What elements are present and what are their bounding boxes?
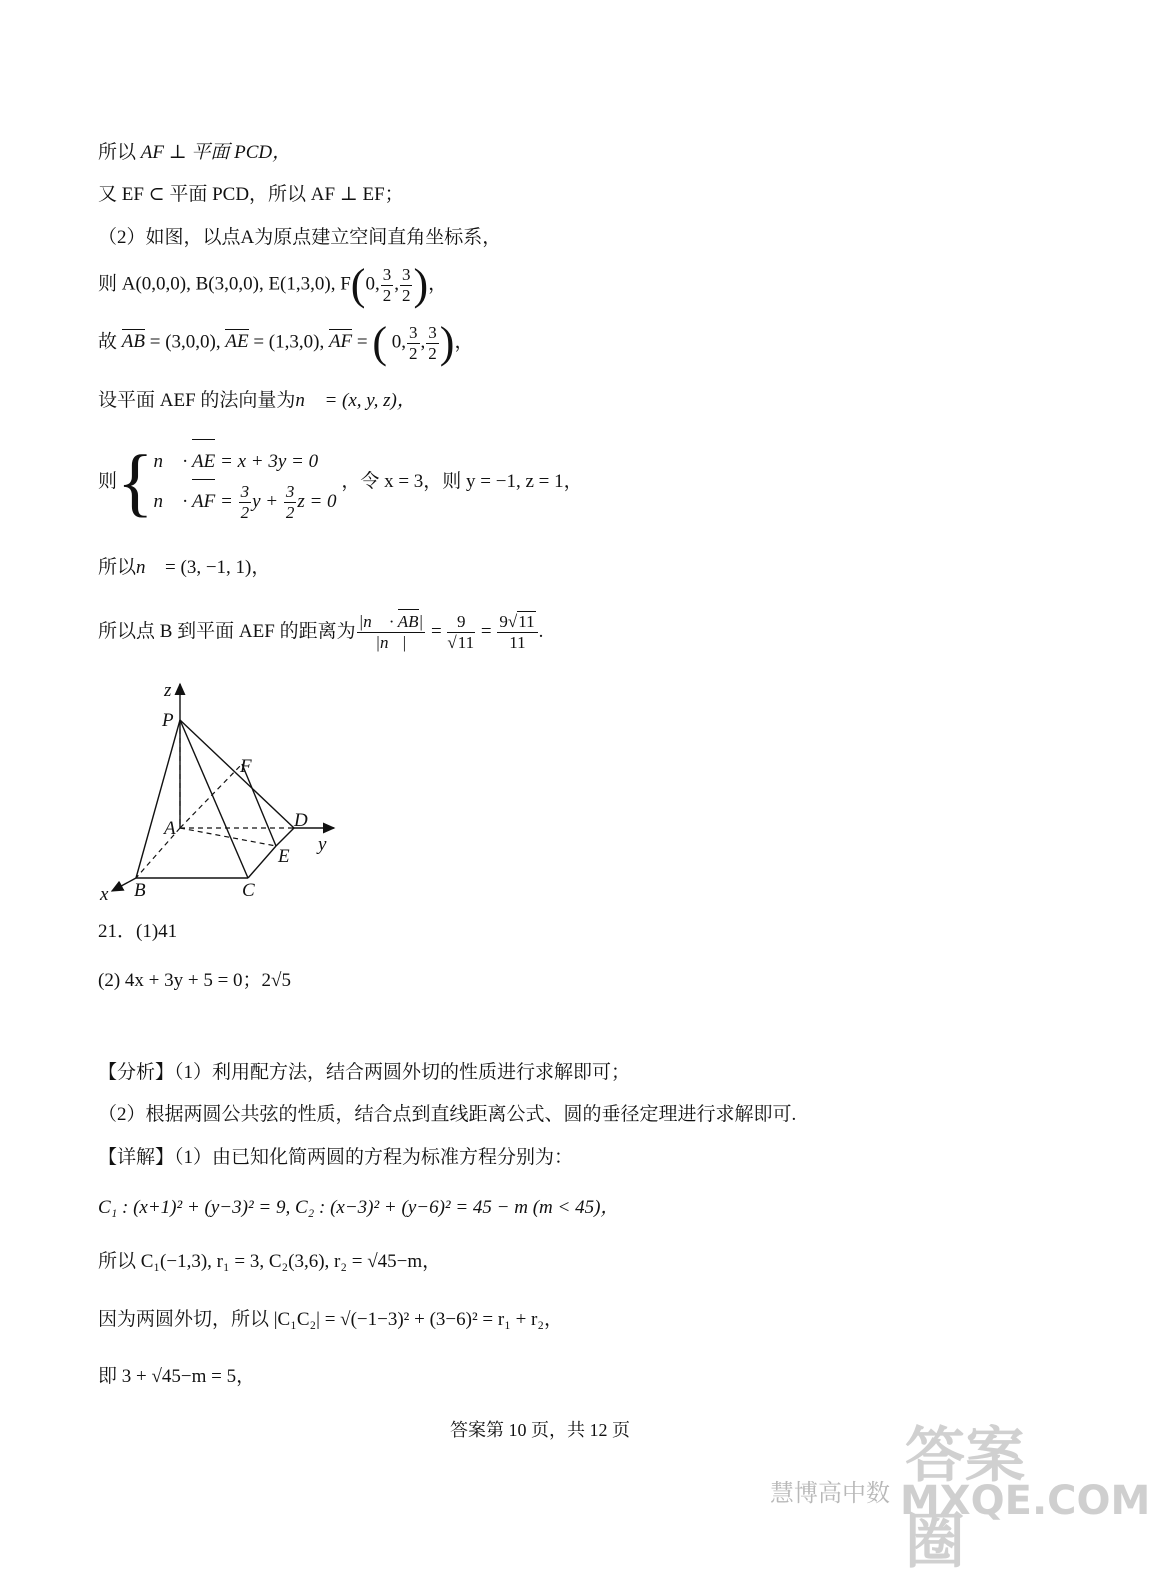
label-x: x [100,884,109,905]
watermark-logo: 答案圈 [905,1421,1025,1577]
analysis-1: 【分析】（1）利用配方法，结合两圆外切的性质进行求解即可； [98,1062,631,1083]
label-y: y [318,834,327,855]
paren-close: ) [439,318,455,367]
equations [154,442,337,523]
vector-AE: AE [225,331,249,353]
distance-line: 所以点 B 到平面 AEF 的距离为 $\frac{|n⃗ \cdot AB|}{|n⃗|}$ = $\frac{9}{√11}$ = $\frac{9√11}{11}$ . [98,612,544,652]
analysis-2: （2）根据两圆公共弦的性质，结合点到直线距离公式、圆的垂径定理进行求解即可. [98,1104,797,1125]
vector-AB: AB [121,331,145,353]
vector-n: n⃗ [136,557,161,578]
label-z: z [164,680,172,701]
detail-4: 因为两圆外切，所以 |C₁C₂| = √(−1−3)² + (3−6)² = r₁ + r₂， [98,1309,563,1330]
text-segment: ，令 x = 3，则 y = −1, z = 1， [341,470,583,492]
label-D: D [294,810,308,831]
page-footer: 答案第 10 页，共 12 页 [450,1420,630,1440]
vectors-line: 故 AB = (3,0,0), AE = (1,3,0), AF = ( 0, $\frac{3}{2}$ , $\frac{3}{2}$ )， [98,318,474,367]
text-segment: 所以点 B 到平面 AEF 的距离为 [98,620,356,642]
text-segment: 故 [98,331,118,353]
paren-open: ( [372,318,388,367]
equation-system [98,442,583,523]
watermark-url: MXQE.COM [900,1478,1150,1524]
coordinates-line: 则 A(0,0,0), B(3,0,0), E(1,3,0), F(0, $\frac{3}{2}$ , $\frac{3}{2}$ )， [98,260,448,309]
fraction: $\frac{9√11}{11}$ [497,612,537,653]
text-segment: = (3, −1, 1)， [165,557,271,578]
equation-1: n⃗ · AE = x + 3y = 0 [154,442,337,482]
text-line: （2）如图，以点A为原点建立空间直角坐标系， [98,227,502,248]
text-segment: = (x, y, z)， [324,390,416,411]
vector-AF: AF [328,331,353,353]
text-line: 又 EF ⊂ 平面 PCD，所以 AF ⊥ EF； [98,184,404,205]
fraction: $\frac{3}{2}$ [382,264,392,305]
label-E: E [278,846,290,867]
pyramid-diagram [98,676,358,905]
label-A: A [164,818,176,839]
label-F: F [240,756,252,777]
text-line [98,143,291,162]
text-line [98,558,270,577]
label-B: B [134,880,146,901]
label-P: P [162,710,174,731]
q21-answer-2: (2) 4x + 3y + 5 = 0；2√5 [98,970,291,991]
detail-1: 【详解】（1）由已知化简两圆的方程为标准方程分别为： [98,1147,574,1168]
vector-n: n⃗ [295,390,320,411]
paren-close: ) [413,260,429,309]
brace: { [117,440,154,525]
watermark-text: 慧博高中数 [770,1479,890,1507]
detail-3: 所以 C₁(−1,3), r₁ = 3, C₂(3,6), r₂ = √45−m， [98,1251,442,1272]
label-C: C [242,880,255,901]
fraction: $\frac{3}{2}$ [409,322,418,363]
text-segment: 所以 [98,142,137,163]
detail-2: C₁ : (x+1)² + (y−3)² = 9, C₂ : (x−3)² + (y−6)² = 45 − m (m < 45)， [98,1197,620,1218]
fraction: $\frac{3}{2}$ [428,322,437,363]
text-segment: AF ⊥ 平面 PCD， [140,142,292,163]
text-line [98,391,416,410]
text-segment: 则 A(0,0,0), B(3,0,0), E(1,3,0), F [98,273,351,295]
fraction: $\frac{9}{√11}$ [447,612,475,652]
q21-answer-1: 21．(1)41 [98,921,178,942]
fraction: $\frac{3}{2}$ [401,264,411,305]
fraction: $\frac{|n⃗ \cdot AB|}{|n⃗|}$ [358,612,424,652]
equation-2: n⃗ · AF = $\frac{3}{2}$ y + $\frac{3}{2}$ z = 0 [153,482,337,523]
text-segment: 所以 [98,557,137,578]
detail-5: 即 3 + √45−m = 5， [98,1366,256,1387]
text-segment: 则 [98,470,118,492]
text-segment: 设平面 AEF 的法向量为 [98,390,296,411]
paren-open: ( [350,260,366,309]
